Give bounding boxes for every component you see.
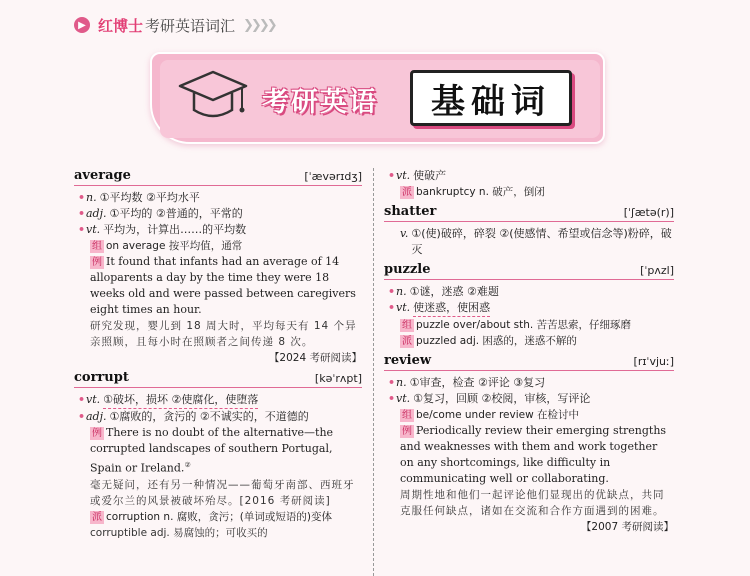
phonetic: [ˈʃætə(r)]	[623, 206, 674, 219]
derivative-tag: 派	[402, 336, 412, 347]
headword: average	[74, 168, 131, 183]
phrase-block: 组 on average 按平均值，通常	[92, 240, 243, 252]
phrase-block: 组 puzzle over/about sth. 苦苦思索，仔细琢磨	[402, 319, 632, 331]
entry-head-average	[74, 168, 362, 186]
sense: • vt. 使破产	[388, 169, 447, 182]
right-column	[384, 168, 674, 535]
sense: • vt. ①复习，回顾 ②校阅，审核，写评论	[388, 392, 591, 405]
example-translation: 研究发现，婴儿到 18 周大时，平均每天有 14 个异亲照顾，且每小时在照顾者之间传递 8 次。	[90, 320, 357, 348]
headword: puzzle	[384, 262, 431, 277]
headword: corrupt	[74, 370, 129, 385]
entry-head-shatter	[384, 204, 674, 222]
example-source: 【2007 考研阅读】	[580, 521, 674, 533]
example-tag: 例	[92, 428, 102, 439]
column-divider	[373, 168, 374, 576]
sense: • n. ①审查，检查 ②评论 ③复习	[388, 376, 546, 389]
phonetic: [ˈpʌzl]	[640, 264, 674, 277]
phonetic: [rɪˈvjuː]	[633, 355, 674, 368]
example-block: 例 There is no doubt of the alternative—the corrupted landscapes of southern Portugal, Spain or Ireland.②	[90, 426, 334, 475]
phrase-tag: 组	[92, 241, 102, 252]
left-column	[74, 168, 362, 541]
sense: v. ①(使)破碎，碎裂 ②(使感情、希望或信念等)粉碎，破灭	[400, 227, 672, 256]
entry-head-review	[384, 353, 674, 371]
sense: • n. ①谜，迷惑 ②难题	[388, 285, 499, 298]
headword: shatter	[384, 204, 437, 219]
example-tag: 例	[402, 426, 412, 437]
derivative-line: corruptible adj. 易腐蚀的；可收买的	[90, 526, 268, 539]
banner-highlight: 基础词	[410, 70, 572, 126]
derivative-block: 派 bankruptcy n. 破产，倒闭	[402, 186, 545, 198]
brand-name: 红博士	[98, 16, 144, 35]
top-bar	[74, 14, 275, 36]
example-block: 例 It found that infants had an average of 14 alloparents a day by the time they were 18 weeks old and were passed between caregivers eight times an hour.	[90, 255, 356, 316]
example-source: 【2024 考研阅读】	[268, 352, 362, 364]
headword: review	[384, 353, 432, 368]
phonetic: [kəˈrʌpt]	[314, 372, 362, 385]
circle-arrow-icon: ▶	[74, 17, 90, 33]
example-translation: 周期性地和他们一起评论他们显现出的优缺点，共同克服任何缺点，诸如在交流和合作方面遇到的困难。	[400, 489, 665, 517]
book-subtitle: 考研英语词汇	[145, 16, 236, 35]
sense: • vt. 使迷惑，使困惑	[384, 300, 674, 317]
derivative-block: 派 puzzled adj. 困惑的，迷惑不解的	[402, 335, 577, 347]
sense: • n. ①平均数 ②平均水平	[78, 191, 200, 204]
phrase-tag: 组	[402, 410, 412, 421]
derivative-block: 派 corruption n. 腐败，贪污；(单词或短语的)变体	[92, 510, 332, 523]
phonetic: [ˈævərɪdʒ]	[304, 170, 362, 183]
example-translation: 毫无疑问，还有另一种情况——葡萄牙南部、西班牙或爱尔兰的风景被破坏殆尽。[2016 考研阅读]	[90, 478, 355, 507]
entry-head-puzzle	[384, 262, 674, 280]
banner-title: 考研英语	[262, 87, 378, 118]
derivative-tag: 派	[402, 187, 412, 198]
sense: • adj. ①平均的 ②普通的，平常的	[78, 207, 243, 220]
example-block: 例 Periodically review their emerging strengths and weaknesses with them and work together on any shortcomings, like difficulty in communicating well or collaborating.	[400, 424, 667, 485]
sense: • vt. 平均为，计算出……的平均数	[78, 223, 247, 236]
entry-head-corrupt	[74, 370, 362, 388]
phrase-tag: 组	[402, 320, 412, 331]
derivative-tag: 派	[92, 511, 102, 523]
sense: • adj. ①腐败的，贪污的 ②不诚实的，不道德的	[78, 410, 309, 423]
sense: • vt. ①破坏，损坏 ②使腐化，使堕落	[74, 392, 362, 409]
graduation-cap-icon	[176, 66, 250, 128]
example-tag: 例	[92, 257, 102, 268]
phrase-block: 组 be/come under review 在检讨中	[402, 409, 580, 421]
chevrons-icon: ❯❯❯❯	[243, 17, 275, 33]
